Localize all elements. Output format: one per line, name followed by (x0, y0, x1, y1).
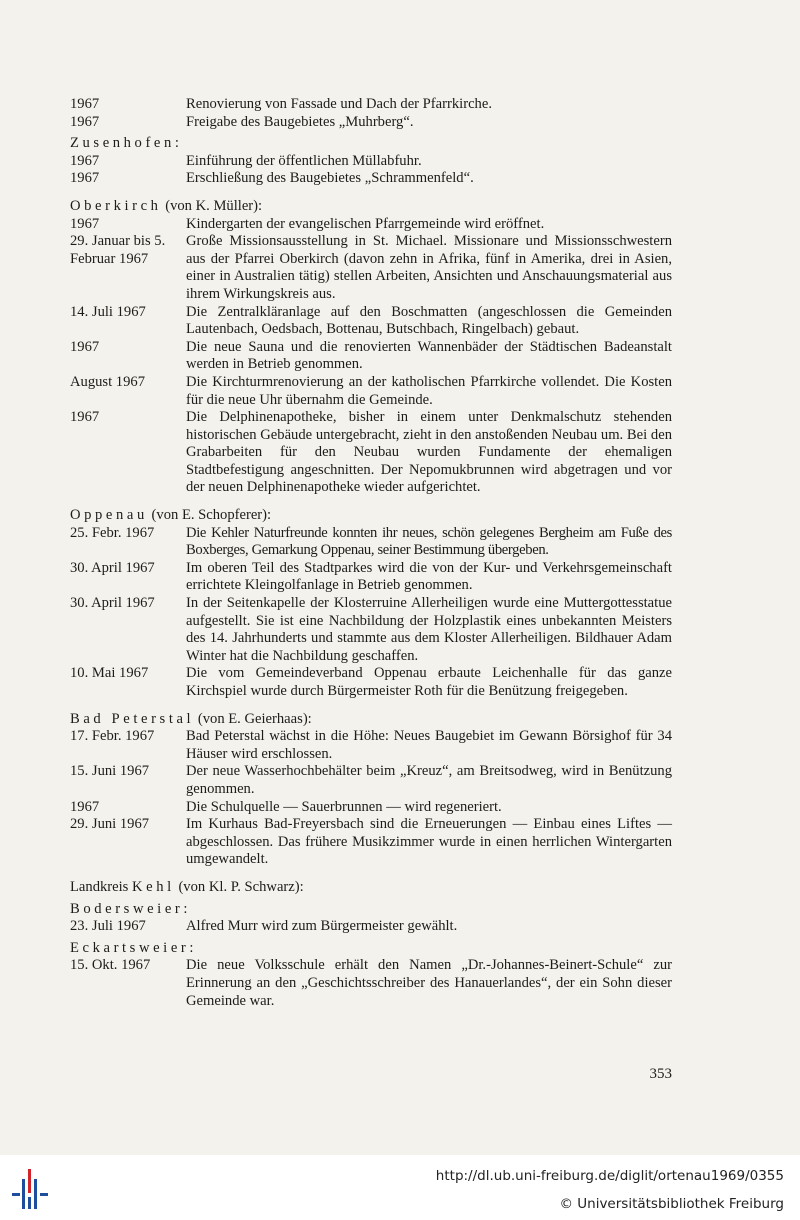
chronicle-entry (70, 409, 672, 497)
entry-text: Einführung der öffentlichen Müllabfuhr. (186, 152, 422, 169)
section-heading-zusenhofen (70, 135, 672, 153)
chronicle-entry (70, 114, 672, 132)
entry-text: In der Seitenkapelle der Klosterruine Allerheiligen wurde eine Muttergottesstatue aufgestellt. Sie ist eine Nachbildung der Holzplastik eines unbekannten Meisters des 14. Jahrhunderts und stammte aus dem Kloster Allerheiligen. Bildhauer Adam Winter hat die Nachbildung geschaffen. (186, 595, 672, 664)
chronicle-entry (70, 799, 672, 817)
entry-text: Die Kehler Naturfreunde konnten ihr neues, schön gelegenes Bergheim am Fuße des Boxberges, Gemarkung Oppenau, seiner Bestimmung übergeben. (186, 524, 672, 559)
section-heading-oberkirch (70, 198, 672, 216)
chronicle-entry (70, 216, 672, 234)
entry-text: Alfred Murr wird zum Bürgermeister gewählt. (186, 918, 458, 935)
entry-text: Die Schulquelle — Sauerbrunnen — wird regeneriert. (186, 798, 502, 815)
entry-text: Die neue Volksschule erhält den Namen „Dr.-Johannes-Beinert-Schule“ zur Erinnerung an den „Geschichtsschreiber des Hanauerlandes“, der ein Sohn dieser Gemeinde war. (186, 957, 672, 1009)
footer-bar (0, 1155, 800, 1220)
chronicle-entry (70, 153, 672, 171)
entry-date: 15. Okt. 1967 (70, 957, 151, 974)
entry-date: 15. Juni 1967 (70, 763, 150, 780)
heading-place: Zusenhofen (70, 135, 175, 152)
chronicle-entry (70, 374, 672, 409)
section-heading-landkreis-kehl (70, 879, 672, 897)
entry-text: Im Kurhaus Bad-Freyersbach sind die Erneuerungen — Einbau eines Liftes — abgeschlossen. Das frühere Musikzimmer wurde in einen herrlichen Wintergarten umgewandelt. (186, 816, 672, 868)
chronicle-entry (70, 233, 672, 303)
heading-suffix: (von E. Schopferer): (147, 507, 272, 524)
chronicle-entry (70, 957, 672, 1010)
entry-date: 1967 (70, 409, 100, 426)
chronicle-content (70, 96, 672, 1010)
entry-date: 29. Januar bis 5. Februar 1967 (70, 233, 166, 267)
entry-text: Im oberen Teil des Stadtparkes wird die von der Kur- und Verkehrsgemeinschaft errichtete Kleingolfanlage in Betrieb genommen. (186, 559, 672, 594)
entry-date: 1967 (70, 96, 100, 112)
chronicle-entry (70, 763, 672, 798)
entry-text: Große Missionsausstellung in St. Michael. Missionare und Missionsschwestern aus der Pfarrei Oberkirch (davon zehn in Afrika, fünf in Amerika, drei in Asien, einer in Australien tätig) stellen Arbeiten, Ansichten und Anschauungsmaterial aus ihrem Wirkungskreis aus. (186, 233, 672, 302)
heading-prefix: Landkreis (70, 878, 133, 895)
entry-text: Bad Peterstal wächst in die Höhe: Neues Baugebiet im Gewann Börsighof für 34 Häuser wird erschlossen. (186, 728, 672, 762)
chronicle-entry (70, 525, 672, 560)
heading-place: Eckartsweier (70, 939, 190, 956)
heading-suffix: : (174, 135, 179, 152)
entry-date: 1967 (70, 215, 100, 232)
heading-suffix: (von Kl. P. Schwarz): (174, 878, 304, 895)
heading-suffix: (von E. Geierhaas): (194, 710, 312, 727)
heading-place: Oberkirch (70, 197, 162, 214)
chronicle-entry (70, 728, 672, 763)
entry-text: Renovierung von Fassade und Dach der Pfarrkirche. (186, 96, 492, 112)
entry-text: Kindergarten der evangelischen Pfarrgemeinde wird eröffnet. (186, 215, 545, 232)
heading-suffix: : (183, 900, 188, 917)
entry-date: 14. Juli 1967 (70, 303, 146, 320)
chronicle-entry (70, 304, 672, 339)
chronicle-entry (70, 665, 672, 700)
heading-place: Bad Peterstal (70, 710, 195, 727)
entry-date: 1967 (70, 152, 100, 169)
section-heading-bodersweier (70, 901, 672, 919)
entry-date: 1967 (70, 113, 100, 130)
heading-suffix: : (189, 939, 194, 956)
entry-text: Die Zentralkläranlage auf den Boschmatten (angeschlossen die Gemeinden Lautenbach, Oedsbach, Bottenau, Butschbach, Ringelbach) gebaut. (186, 303, 672, 338)
chronicle-entry (70, 339, 672, 374)
permalink-url[interactable]: http://dl.ub.uni-freiburg.de/diglit/ortenau1969/0355 (435, 1168, 784, 1184)
entry-date: 30. April 1967 (70, 559, 155, 576)
entry-date: 1967 (70, 170, 100, 187)
entry-date: 25. Febr. 1967 (70, 524, 155, 541)
chronicle-entry (70, 595, 672, 665)
section-heading-eckartsweier (70, 940, 672, 958)
heading-place: Bodersweier (70, 900, 184, 917)
entry-text: Die Delphinenapotheke, bisher in einem unter Denkmalschutz stehenden historischen Gebäude untergebracht, zieht in den anstoßenden Neubau um. Bei den Grabarbeiten für den Neubau wurden Fundamente der ehemaligen Stadtbefestigung angeschnitten. Der Nepomukbrunnen wird abgetragen und vor der neuen Delphinenapotheke wieder aufgerichtet. (186, 409, 672, 496)
entry-date: 30. April 1967 (70, 595, 155, 612)
chronicle-entry (70, 96, 672, 114)
entry-date: 1967 (70, 338, 100, 355)
heading-place: Kehl (132, 878, 175, 895)
entry-text: Die neue Sauna und die renovierten Wannenbäder der Städtischen Badeanstalt werden in Betrieb genommen. (186, 338, 672, 373)
entry-date: 29. Juni 1967 (70, 816, 150, 833)
entry-text: Die Kirchturmrenovierung an der katholischen Pfarrkirche vollendet. Die Kosten für die neue Uhr übernahm die Gemeinde. (186, 373, 672, 408)
section-heading-oppenau (70, 507, 672, 525)
entry-text: Der neue Wasserhochbehälter beim „Kreuz“, am Breitsodweg, wird in Benützung genommen. (186, 763, 672, 797)
chronicle-entry (70, 918, 672, 936)
heading-suffix: (von K. Müller): (161, 197, 263, 214)
entry-text: Freigabe des Baugebietes „Muhrberg“. (186, 113, 414, 130)
entry-date: 17. Febr. 1967 (70, 728, 155, 745)
page-number: 353 (649, 1066, 672, 1082)
section-heading-bad-peterstal (70, 711, 672, 729)
chronicle-entry (70, 560, 672, 595)
entry-date: 10. Mai 1967 (70, 665, 149, 682)
heading-place: Oppenau (70, 507, 148, 524)
entry-date: 23. Juli 1967 (70, 918, 146, 935)
entry-text: Die vom Gemeindeverband Oppenau erbaute Leichenhalle für das ganze Kirchspiel wurde durch Bürgermeister Roth für die Benützung freigegeben. (186, 665, 672, 699)
entry-text: Erschließung des Baugebietes „Schrammenfeld“. (186, 170, 474, 187)
ub-freiburg-logo-icon (12, 1167, 52, 1211)
chronicle-entry (70, 816, 672, 869)
entry-date: August 1967 (70, 373, 145, 390)
entry-date: 1967 (70, 798, 100, 815)
copyright-notice: © Universitätsbibliothek Freiburg (559, 1196, 784, 1212)
chronicle-entry (70, 170, 672, 188)
